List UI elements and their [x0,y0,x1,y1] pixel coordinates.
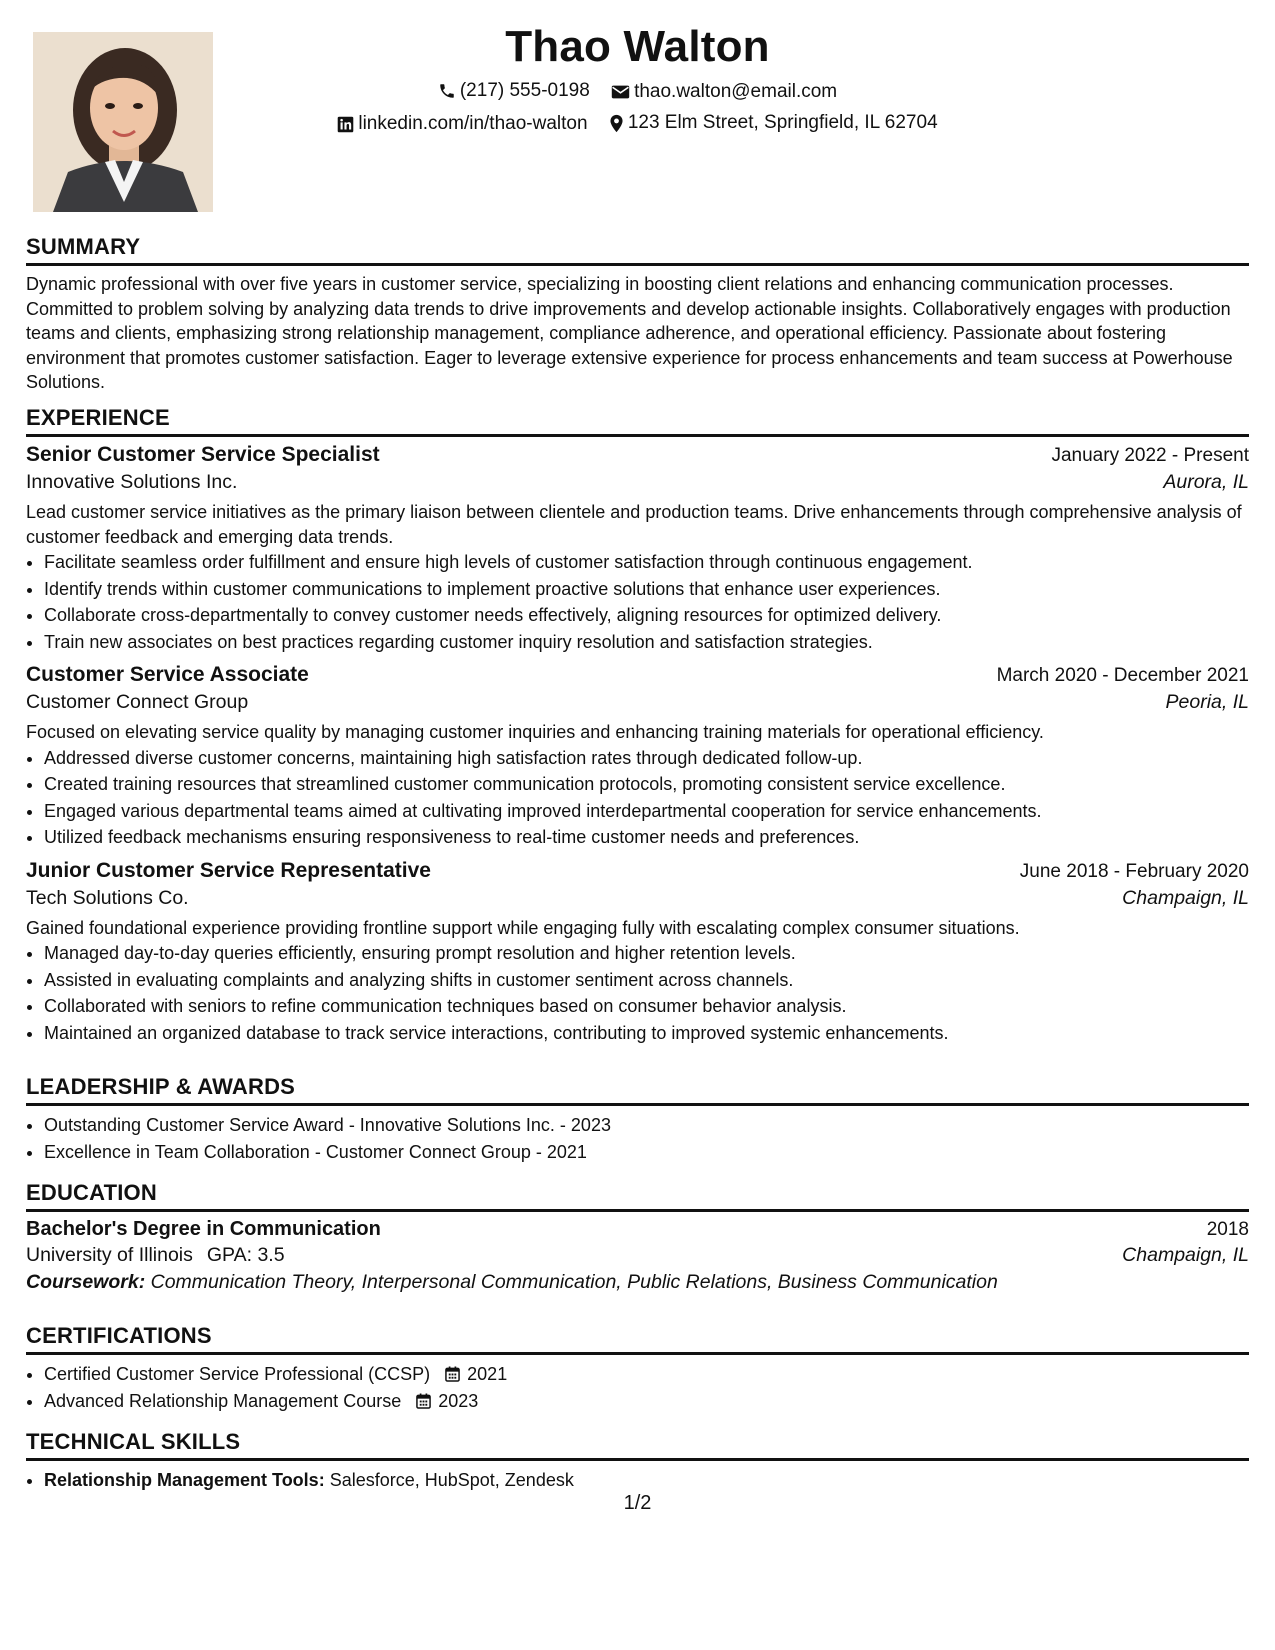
job-title: Customer Service Associate [26,663,309,686]
skills-section [26,1429,1249,1494]
contact-row-primary [26,80,1249,106]
school-name: University of Illinois [26,1244,193,1266]
list-item [44,1388,1249,1415]
certifications-list [26,1361,1249,1414]
job-subheader [26,471,1249,494]
summary-text: Dynamic professional with over five years in customer service, specializing in boosting client relations and enhancing communication processes. Committed to problem solving by analyzing data trends to drive improvements and develop actionable insights. Collaboratively engages with production teams and clients, emphasizing strong relationship management, compliance adherence, and operational efficiency. Passionate about fostering environment that promotes customer satisfaction. Eager to leverage extensive experience for process enhancements and team success at Powerhouse Solutions. [26,274,1233,392]
job-subheader [26,691,1249,714]
phone-text: (217) 555-0198 [459,80,590,101]
education-section [26,1180,1249,1294]
coursework-text: Communication Theory, Interpersonal Communication, Public Relations, Business Communication [150,1271,998,1293]
list-item: • Collaborate cross-departmentally to convey customer needs effectively, aligning resources for optimized delivery. [44,602,1249,629]
awards-heading: LEADERSHIP & AWARDS [26,1074,1249,1106]
graduation-year: 2018 [1206,1219,1249,1240]
job-title: Senior Customer Service Specialist [26,443,380,466]
calendar-icon [445,1366,460,1382]
linkedin-icon [337,116,354,133]
job-header [26,859,1249,883]
list-item: • Collaborated with seniors to refine communication techniques based on consumer behavior analysis. [44,993,1249,1020]
contact-address [609,112,938,134]
job-header [26,443,1249,467]
job-description: Focused on elevating service quality by managing customer inquiries and enhancing training materials for operational efficiency. [26,722,1044,742]
job-subheader [26,887,1249,910]
job-location: Champaign, IL [1122,886,1249,909]
summary-heading: SUMMARY [26,234,1249,266]
job-dates: June 2018 - February 2020 [1019,860,1249,882]
certification-name: Advanced Relationship Management Course [44,1390,402,1411]
contact-linkedin[interactable] [337,113,587,135]
contact-phone [438,80,590,102]
job-company: Tech Solutions Co. [26,886,189,909]
skills-heading: TECHNICAL SKILLS [26,1429,1249,1461]
list-item: • Maintained an organized database to track service interactions, contributing to improved systemic enhancements. [44,1020,1249,1047]
education-heading: EDUCATION [26,1180,1249,1212]
page-number: 1/2 [623,1492,652,1514]
awards-section [26,1074,1249,1165]
candidate-name: Thao Walton [505,22,770,71]
gpa-text: GPA: 3.5 [206,1244,285,1266]
certification-name: Certified Customer Service Professional (CCSP) [44,1364,431,1384]
list-item: • Identify trends within customer communications to implement proactive solutions that enhance user experiences. [44,576,1249,603]
list-item: • Managed day-to-day queries efficiently, ensuring prompt resolution and higher retention levels. [44,940,1249,967]
education-subheader [26,1244,1249,1267]
job-dates: January 2022 - Present [1051,445,1249,466]
job-description: Gained foundational experience providing frontline support while engaging fully with escalating complex consumer situations. [26,917,1020,938]
degree-title: Bachelor's Degree in Communication [26,1218,381,1240]
job-company: Customer Connect Group [26,691,249,713]
envelope-icon [611,84,630,100]
resume-page [26,0,1249,1650]
coursework-label: Coursework: [26,1271,146,1293]
list-item: • Assisted in evaluating complaints and analyzing shifts in customer sentiment across channels. [44,967,1249,994]
list-item: • Outstanding Customer Service Award - Innovative Solutions Inc. - 2023 [44,1112,1249,1139]
job-entry [26,859,1249,1047]
job-bullets [26,940,1249,1046]
awards-list [26,1112,1249,1165]
job-bullets [26,745,1249,851]
education-header [26,1218,1249,1241]
list-item [44,1361,1249,1388]
email-text: thao.walton@email.com [634,81,838,102]
list-item: • Engaged various departmental teams aimed at cultivating improved interdepartmental cooperation for service enhancements. [44,798,1249,825]
skill-values: Salesforce, HubSpot, Zendesk [329,1470,574,1490]
list-item: • Excellence in Team Collaboration - Customer Connect Group - 2021 [44,1139,1249,1166]
job-entry [26,663,1249,851]
job-company: Innovative Solutions Inc. [26,471,238,493]
list-item: • Created training resources that streamlined customer communication protocols, promoting consistent service excellence. [44,771,1249,798]
phone-icon [438,82,456,100]
linkedin-text: linkedin.com/in/thao-walton [358,113,588,134]
job-bullets [26,549,1249,655]
list-item: • Utilized feedback mechanisms ensuring responsiveness to real-time customer needs and preferences. [44,824,1249,851]
job-location: Aurora, IL [1163,471,1249,493]
contact-row-secondary [26,112,1249,139]
school-line [26,1244,285,1267]
certifications-section [26,1323,1249,1414]
skills-list [26,1467,1249,1494]
map-pin-icon [609,114,624,133]
job-description: Lead customer service initiatives as the primary liaison between clientele and production teams. Drive enhancements through comprehensive analysis of customer feedback and emerging data trends. [26,502,1242,547]
school-location: Champaign, IL [1122,1244,1249,1266]
summary-section [26,234,1249,395]
calendar-icon [416,1393,431,1409]
certification-year: 2021 [467,1364,508,1384]
list-item: • Train new associates on best practices regarding customer inquiry resolution and satisfaction strategies. [44,629,1249,656]
contact-email[interactable] [611,81,837,103]
job-dates: March 2020 - December 2021 [996,665,1249,686]
experience-heading: EXPERIENCE [26,405,1249,437]
skill-category: Relationship Management Tools: [44,1470,325,1490]
coursework-line [26,1271,1249,1294]
job-header [26,663,1249,687]
job-location: Peoria, IL [1165,691,1249,713]
experience-section [26,405,1249,1046]
certifications-heading: CERTIFICATIONS [26,1323,1249,1355]
list-item: • Addressed diverse customer concerns, maintaining high satisfaction rates through dedicated follow-up. [44,745,1249,772]
list-item: • Facilitate seamless order fulfillment and ensure high levels of customer satisfaction through continuous engagement. [44,549,1249,576]
job-title: Junior Customer Service Representative [26,858,431,882]
certification-year: 2023 [438,1390,479,1411]
list-item [44,1467,1249,1494]
job-entry [26,443,1249,655]
address-text: 123 Elm Street, Springfield, IL 62704 [627,112,938,133]
